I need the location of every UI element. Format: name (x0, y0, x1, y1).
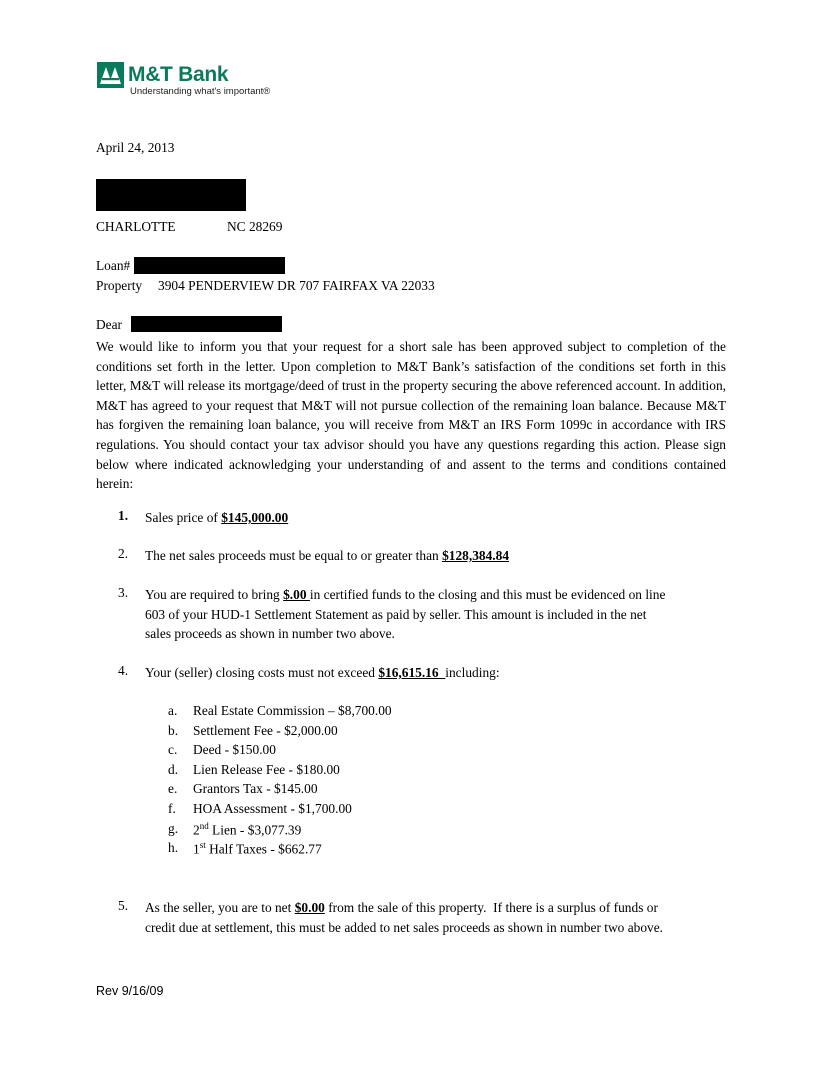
list-item-letter: h. (168, 840, 179, 856)
list-item-letter: g. (168, 820, 179, 836)
list-item-letter: c. (168, 742, 178, 758)
list-item-text: Real Estate Commission – $8,700.00 (193, 703, 392, 718)
ordinal-suffix: nd (199, 820, 209, 831)
condition-1-text: Sales price of (145, 510, 222, 525)
ordinal-suffix: st (199, 840, 206, 851)
closing-costs-amount: $16,615.16 (378, 665, 446, 680)
condition-5-text-pre: As the seller, you are to net (145, 900, 295, 915)
property-address: 3904 PENDERVIEW DR 707 FAIRFAX VA 22033 (158, 278, 435, 293)
condition-3 (0, 585, 816, 645)
address-city: CHARLOTTE (96, 219, 176, 234)
bank-name: M&T Bank (128, 63, 229, 86)
condition-2-number: 2. (118, 546, 129, 561)
mt-bank-emblem-icon (97, 62, 124, 88)
sales-price-amount: $145,000.00 (221, 510, 289, 525)
list-item-text: Grantors Tax - $145.00 (193, 781, 318, 797)
list-item-text-rest: Lien - $3,077.39 (208, 822, 302, 838)
condition-5-line-2: credit due at settlement, this must be added to net sales proceeds as shown in number two above. (145, 919, 664, 935)
list-item-text (193, 821, 301, 838)
bank-tagline: Understanding what's important® (130, 86, 271, 97)
loan-label: Loan# (96, 258, 131, 273)
list-item-letter: b. (168, 722, 179, 738)
condition-3-text-post: in certified funds to the closing and this must be evidenced on line (309, 587, 666, 602)
condition-5 (0, 898, 816, 938)
condition-3-text-pre: You are required to bring (145, 587, 284, 602)
list-item-text: Settlement Fee - $2,000.00 (193, 722, 338, 738)
revision-footer: Rev 9/16/09 (96, 984, 164, 998)
list-item-text: HOA Assessment - $1,700.00 (193, 801, 352, 816)
list-item-letter: a. (168, 703, 178, 718)
mt-bank-logo (97, 62, 270, 97)
condition-3-number: 3. (118, 585, 129, 600)
condition-2-text: The net sales proceeds must be equal to or greater than (145, 548, 443, 563)
redacted-recipient-name (96, 179, 246, 211)
address-state-zip: NC 28269 (227, 219, 283, 234)
list-item-text (193, 840, 322, 857)
condition-5-text-post: from the sale of this property. If there is a surplus of funds or (324, 900, 658, 915)
list-item-text-rest: Half Taxes - $662.77 (205, 841, 322, 857)
list-item-text: Deed - $150.00 (193, 742, 276, 758)
list-item-letter: d. (168, 761, 179, 777)
property-label: Property (96, 278, 143, 293)
list-item-text: Lien Release Fee - $180.00 (193, 761, 340, 777)
body-paragraph: We would like to inform you that your request for a short sale has been approved subject to completion of the conditions set forth in the letter. Upon completion to M&T Bank’s satisfaction of the conditions set forth in this letter, M&T will release its mortgage/deed of trust in the property securing the above referenced account. In addition, M&T has agreed to your request that M&T will not pursue collection of the remaining loan balance. Because M&T has forgiven the remaining loan balance, you will receive from M&T an IRS Form 1099c in accordance with IRS regulations. You should contact your tax advisor should you have any questions regarding this action. Please sign below where indicated acknowledging your understanding of and assent to the terms and conditions contained herein: (96, 339, 726, 492)
letter-date: April 24, 2013 (96, 140, 175, 155)
list-item-letter: f. (168, 801, 176, 816)
condition-1-number: 1. (118, 508, 129, 523)
redacted-salutation-name (131, 316, 282, 332)
condition-3-line-2: 603 of your HUD-1 Settlement Statement as paid by seller. This amount is included in the net (145, 606, 647, 622)
condition-4-text-pre: Your (seller) closing costs must not exceed (145, 665, 379, 680)
condition-4-text-post: including: (445, 665, 500, 680)
condition-4-number: 4. (118, 663, 129, 678)
seller-net-amount: $0.00 (294, 900, 325, 915)
ordinal-number: 1 (193, 841, 200, 857)
condition-5-number: 5. (118, 898, 129, 913)
salutation: Dear (96, 317, 123, 332)
condition-3-line-3: sales proceeds as shown in number two above. (145, 626, 395, 642)
redacted-loan-number (134, 257, 285, 274)
net-proceeds-amount: $128,384.84 (442, 548, 510, 563)
closing-costs-list (0, 703, 816, 863)
certified-funds-amount: $.00 (283, 587, 310, 602)
list-item-letter: e. (168, 781, 178, 797)
ordinal-number: 2 (193, 822, 200, 838)
